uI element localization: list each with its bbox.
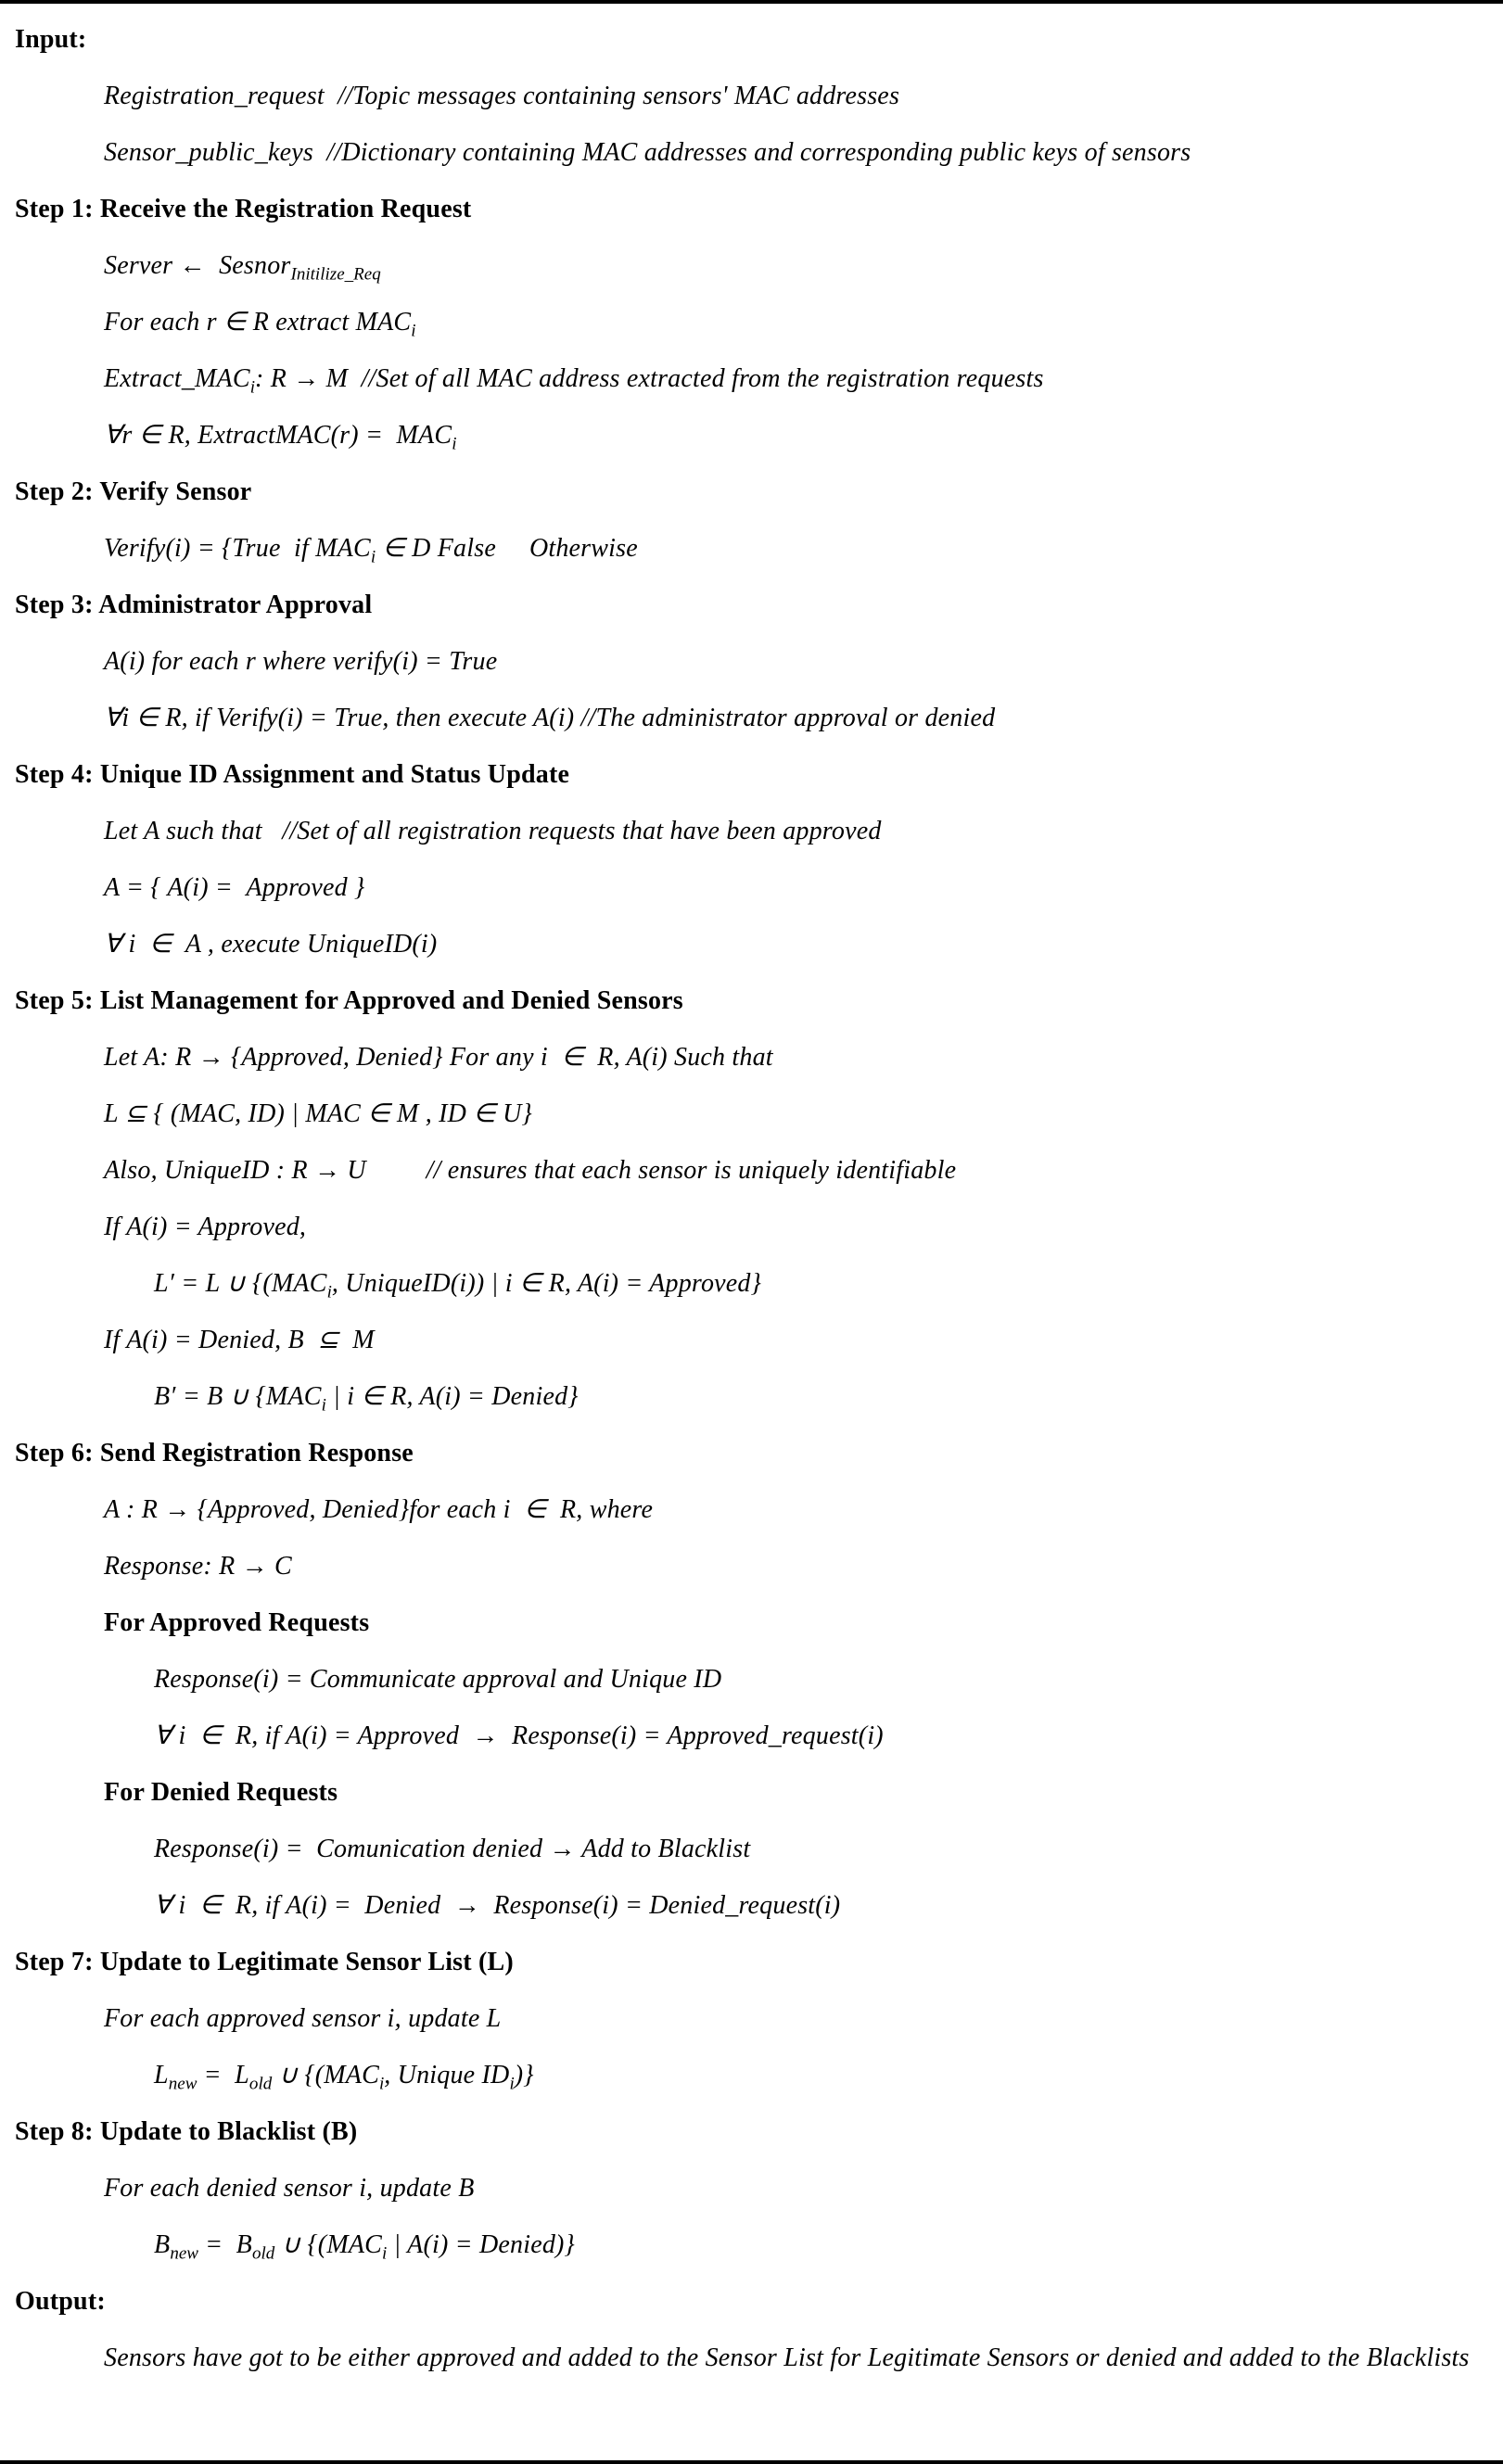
pseudocode-line xyxy=(13,237,1475,294)
text-segment: Registration_request //Topic messages containing sensors' MAC addresses xyxy=(104,82,900,110)
text-segment: = L xyxy=(197,2061,249,2089)
text-segment: , Unique ID xyxy=(384,2061,510,2089)
pseudocode-line xyxy=(13,1029,1475,1086)
subscript: old xyxy=(251,2243,275,2264)
text-segment: | A(i) = Denied)} xyxy=(387,2230,575,2259)
pseudocode-line xyxy=(13,1708,1475,1764)
pseudocode-line xyxy=(13,1199,1475,1255)
subscript: Initilize_Req xyxy=(290,264,381,285)
text-segment: Verify(i) = {True if MAC xyxy=(104,534,371,563)
subscript: i xyxy=(509,2074,515,2094)
text-segment: Response(i) = Comunication denied → Add to Blacklist xyxy=(154,1835,751,1863)
text-segment: For each denied sensor i, update B xyxy=(104,2174,475,2203)
text-segment: )} xyxy=(514,2061,534,2089)
step-heading xyxy=(13,2103,1475,2160)
pseudocode-line xyxy=(13,520,1475,577)
subscript: i xyxy=(370,547,376,567)
subscript: i xyxy=(411,321,416,341)
text-segment: Input: xyxy=(15,25,87,54)
subscript: old xyxy=(248,2074,273,2094)
section-subheading xyxy=(13,1764,1475,1821)
text-segment: ∀ i ∈ R, if A(i) = Approved → Response(i) = Approved_request(i) xyxy=(154,1721,884,1750)
pseudocode-line xyxy=(13,2160,1475,2216)
text-segment: For Approved Requests xyxy=(104,1608,370,1637)
text-segment: Extract_MAC xyxy=(104,364,250,393)
pseudocode-line xyxy=(13,1368,1475,1425)
pseudocode-line xyxy=(13,2216,1475,2273)
text-segment: ∪ {(MAC xyxy=(272,2061,379,2089)
subscript: i xyxy=(382,2243,388,2264)
text-segment: Server ← Sesnor xyxy=(104,251,291,280)
section-subheading xyxy=(13,1594,1475,1651)
text-segment: Response: R → C xyxy=(104,1552,292,1581)
pseudocode-line xyxy=(13,1312,1475,1368)
text-segment: : R → M //Set of all MAC address extracted from the registration requests xyxy=(255,364,1044,393)
text-segment: For each approved sensor i, update L xyxy=(104,2004,502,2033)
pseudocode-line xyxy=(13,294,1475,350)
text-segment: A(i) for each r where verify(i) = True xyxy=(104,647,498,676)
pseudocode-line xyxy=(13,68,1475,124)
text-segment: Step 1: Receive the Registration Request xyxy=(15,195,472,223)
text-segment: Step 7: Update to Legitimate Sensor List (L) xyxy=(15,1948,514,1976)
text-segment: Response(i) = Communicate approval and Unique ID xyxy=(154,1665,722,1694)
text-segment: Sensors have got to be either approved and added to the Sensor List for Legitimate Sensors or denied and added to the Blacklists xyxy=(104,2343,1470,2372)
text-segment: If A(i) = Approved, xyxy=(104,1213,307,1241)
subscript: i xyxy=(326,1282,332,1302)
pseudocode-line xyxy=(13,1255,1475,1312)
text-segment: ∈ D False Otherwise xyxy=(376,534,638,563)
text-segment: Step 2: Verify Sensor xyxy=(15,477,252,506)
text-segment: Step 6: Send Registration Response xyxy=(15,1439,414,1467)
step-heading xyxy=(13,1425,1475,1481)
pseudocode-line xyxy=(13,1086,1475,1142)
subscript: i xyxy=(249,377,256,398)
subscript: new xyxy=(170,2243,198,2264)
text-segment: ∀r ∈ R, ExtractMAC(r) = MAC xyxy=(104,421,452,450)
text-segment: B′ = B ∪ {MAC xyxy=(154,1382,322,1411)
pseudocode-line xyxy=(13,1990,1475,2047)
pseudocode-line xyxy=(13,1538,1475,1594)
text-segment: A = { A(i) = Approved } xyxy=(104,873,365,902)
step-heading xyxy=(13,746,1475,803)
step-heading xyxy=(13,181,1475,237)
pseudocode-line xyxy=(13,1651,1475,1708)
pseudocode-line xyxy=(13,407,1475,464)
step-heading xyxy=(13,464,1475,520)
step-heading xyxy=(13,1934,1475,1990)
text-segment: A : R → {Approved, Denied}for each i ∈ R, where xyxy=(104,1495,654,1524)
text-segment: For each r ∈ R extract MAC xyxy=(104,308,412,337)
text-segment: ∪ {(MAC xyxy=(274,2230,383,2259)
text-segment: ∀ i ∈ R, if A(i) = Denied → Response(i) = Denied_request(i) xyxy=(154,1891,841,1920)
text-segment: Step 4: Unique ID Assignment and Status Update xyxy=(15,760,570,789)
text-segment: Let A such that //Set of all registration requests that have been approved xyxy=(104,817,882,845)
pseudocode-line xyxy=(13,633,1475,690)
text-segment: Step 3: Administrator Approval xyxy=(15,591,373,619)
text-segment: Step 5: List Management for Approved and Denied Sensors xyxy=(15,986,683,1015)
pseudocode-line xyxy=(13,1142,1475,1199)
pseudocode-line xyxy=(13,690,1475,746)
pseudocode-line xyxy=(13,2330,1475,2386)
step-heading xyxy=(13,577,1475,633)
subscript: i xyxy=(452,434,457,454)
text-segment: B xyxy=(154,2230,171,2259)
pseudocode-line xyxy=(13,916,1475,972)
subscript: new xyxy=(168,2074,197,2094)
text-segment: Let A: R → {Approved, Denied} For any i ∈ R, A(i) Such that xyxy=(104,1043,773,1072)
text-segment: Output: xyxy=(15,2287,106,2316)
text-segment: ∀ i ∈ A , execute UniqueID(i) xyxy=(104,930,438,959)
text-segment: L′ = L ∪ {(MAC xyxy=(154,1269,327,1298)
text-segment: Step 8: Update to Blacklist (B) xyxy=(15,2117,358,2146)
text-segment: , UniqueID(i)) | i ∈ R, A(i) = Approved} xyxy=(331,1269,761,1298)
step-heading xyxy=(13,972,1475,1029)
pseudocode-line xyxy=(13,2047,1475,2103)
text-segment: L ⊆ { (MAC, ID) | MAC ∈ M , ID ∈ U} xyxy=(104,1099,532,1128)
text-segment: L xyxy=(154,2061,169,2089)
pseudocode-line xyxy=(13,1481,1475,1538)
pseudocode-line xyxy=(13,350,1475,407)
text-segment: If A(i) = Denied, B ⊆ M xyxy=(104,1326,375,1354)
pseudocode-line xyxy=(13,124,1475,181)
text-segment: For Denied Requests xyxy=(104,1778,338,1807)
pseudocode-line xyxy=(13,1821,1475,1877)
algorithm-body xyxy=(13,11,1475,2386)
subscript: i xyxy=(378,2074,385,2094)
text-segment: Sensor_public_keys //Dictionary containing MAC addresses and corresponding public keys of sensors xyxy=(104,138,1191,167)
pseudocode-line xyxy=(13,859,1475,916)
io-label xyxy=(13,11,1475,68)
text-segment: Also, UniqueID : R → U // ensures that each sensor is uniquely identifiable xyxy=(104,1156,957,1185)
subscript: i xyxy=(321,1395,326,1416)
text-segment: = B xyxy=(197,2230,252,2259)
text-segment: | i ∈ R, A(i) = Denied} xyxy=(325,1382,579,1411)
text-segment: ∀i ∈ R, if Verify(i) = True, then execute A(i) //The administrator approval or denied xyxy=(104,704,996,732)
pseudocode-line xyxy=(13,1877,1475,1934)
pseudocode-line xyxy=(13,803,1475,859)
io-label xyxy=(13,2273,1475,2330)
